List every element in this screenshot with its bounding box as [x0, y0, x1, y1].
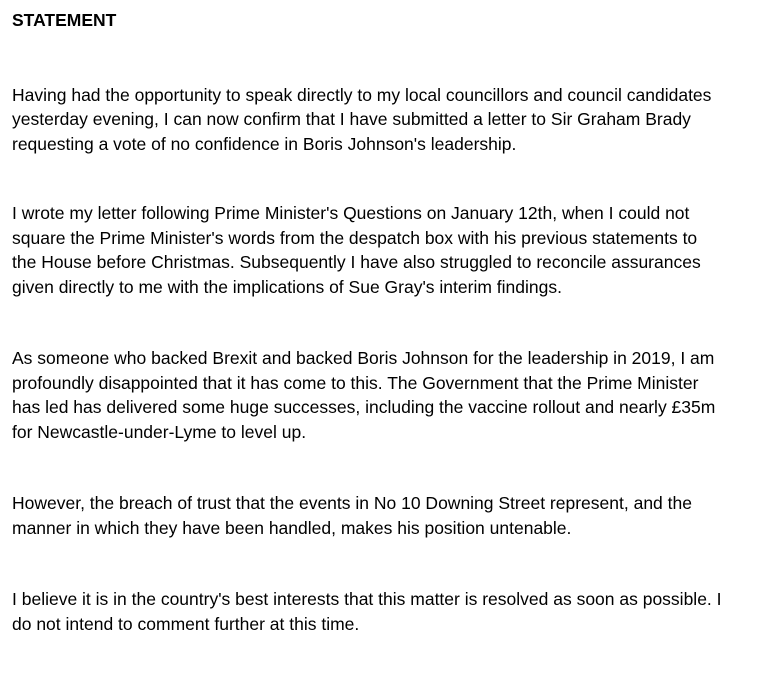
paragraph-1: Having had the opportunity to speak directly to my local councillors and council candidates yesterday evening, I can now confirm that I have submitted a letter to Sir Graham Brady requesting a vote of no confidence in Boris Johnson's leadership.: [12, 84, 712, 154]
paragraph-4: However, the breach of trust that the events in No 10 Downing Street represent, and the manner in which they have been handled, makes his position untenable.: [12, 493, 692, 538]
statement-heading: STATEMENT: [12, 10, 117, 30]
paragraph-2: I wrote my letter following Prime Minister's Questions on January 12th, when I could not square the Prime Minister's words from the despatch box with his previous statements to the House before Christmas. Subsequently I have also struggled to reconcile assurances given directly to me with the implications of Sue Gray's interim findings.: [12, 203, 701, 297]
paragraph-5: I believe it is in the country's best interests that this matter is resolved as soon as possible. I do not intend to comment further at this time.: [12, 589, 722, 634]
paragraph-3: As someone who backed Brexit and backed Boris Johnson for the leadership in 2019, I am profoundly disappointed that it has come to this. The Government that the Prime Minister has led has delivered some huge successes, including the vaccine rollout and nearly £35m for Newcastle-under-Lyme to level up.: [12, 348, 716, 442]
statement-document: [12, 8, 764, 636]
